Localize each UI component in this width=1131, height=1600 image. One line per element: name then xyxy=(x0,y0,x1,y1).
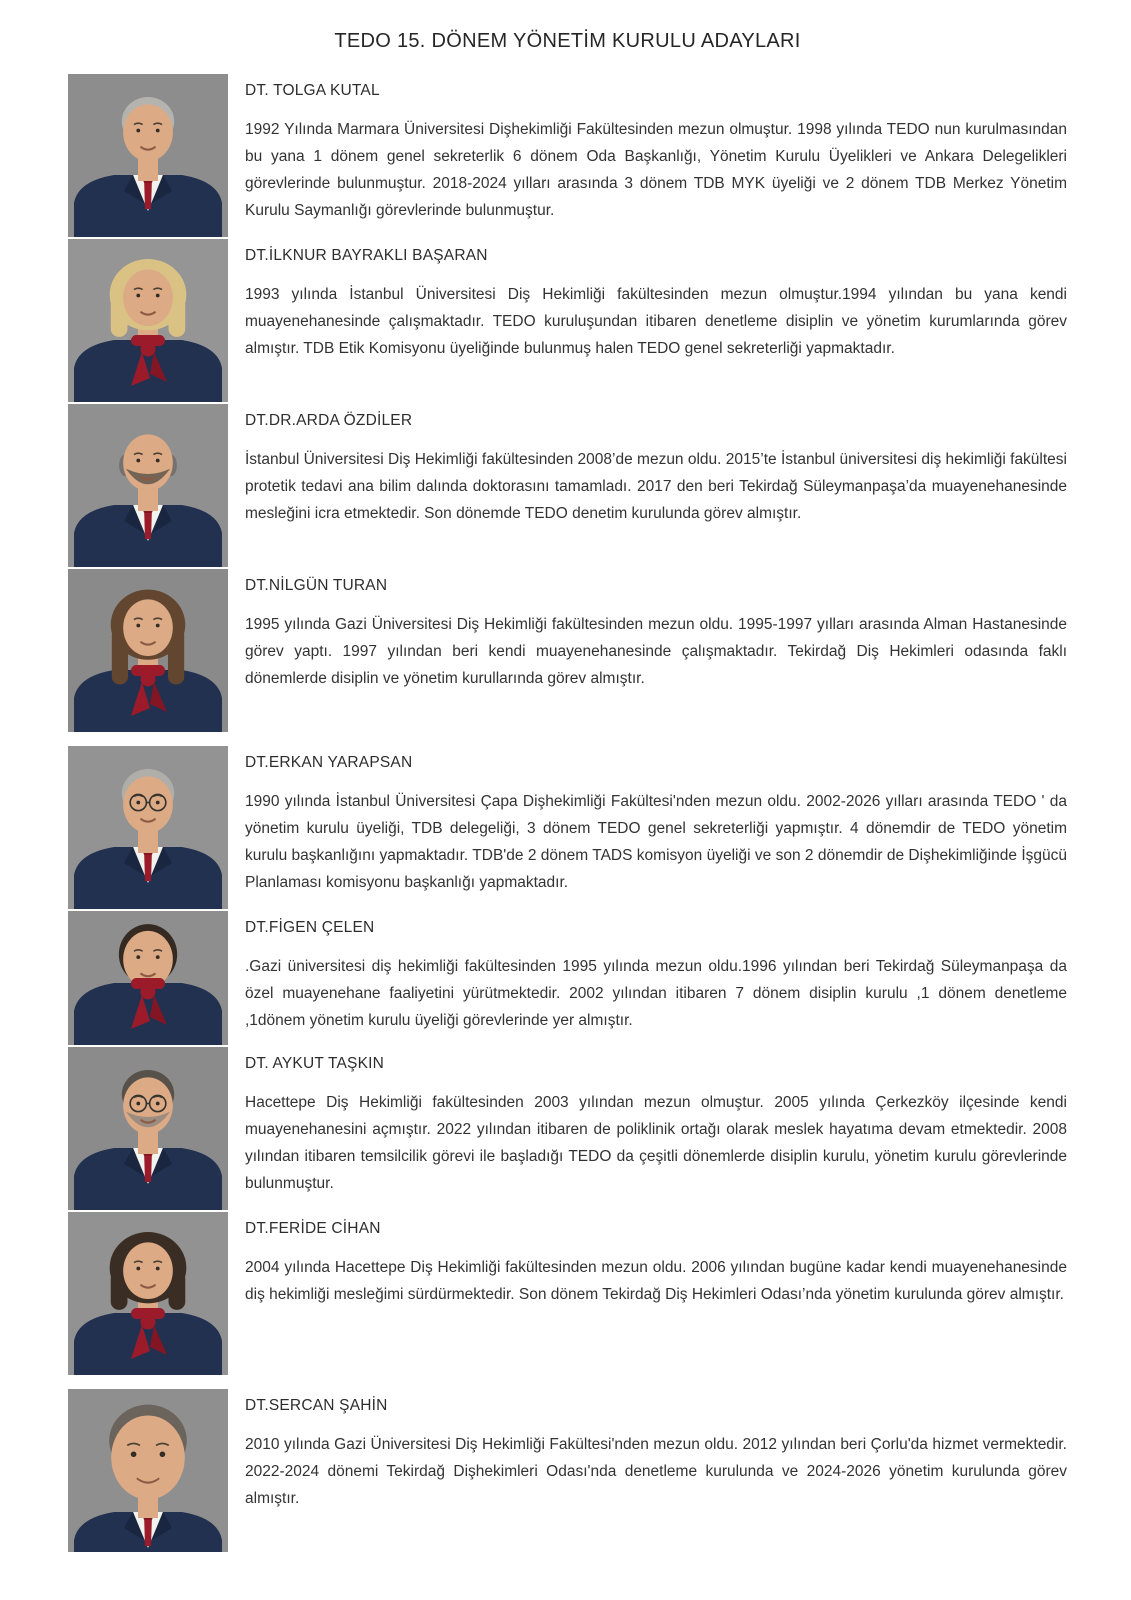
candidate-name: DT.İLKNUR BAYRAKLI BAŞARAN xyxy=(245,247,488,264)
candidate-name: DT.FİGEN ÇELEN xyxy=(245,919,375,936)
candidate-name: DT. TOLGA KUTAL xyxy=(245,82,380,99)
candidate-text xyxy=(245,239,1067,362)
candidate-entry xyxy=(68,1047,1067,1210)
portrait-photo xyxy=(68,74,228,237)
candidate-entry xyxy=(68,404,1067,567)
candidate-entry xyxy=(68,74,1067,237)
portrait-photo xyxy=(68,1047,228,1210)
candidate-entry xyxy=(68,911,1067,1045)
candidate-entry xyxy=(68,746,1067,909)
candidate-name: DT.DR.ARDA ÖZDİLER xyxy=(245,412,413,429)
candidate-entry xyxy=(68,569,1067,732)
candidate-text xyxy=(245,74,1067,224)
candidate-bio: 1992 Yılında Marmara Üniversitesi Dişhekimliği Fakültesinden mezun olmuştur. 1998 yılında TEDO nun kurulmasından bu yana 1 dönem genel sekreterlik 6 dönem Oda Başkanlığı, Yönetim Kurulu Üyelikleri ve Ankara Delegelikleri görevlerinde bulunmuştur. 2018-2024 yılları arasında 3 dönem TDB MYK üyeliği ve 2 dönem TDB Merkez Yönetim Kurulu Saymanlığı görevlerinde bulunmuştur. xyxy=(245,121,1067,219)
candidate-text xyxy=(245,1389,1067,1512)
candidate-bio: 2004 yılında Hacettepe Diş Hekimliği fakültesinden mezun oldu. 2006 yılından bugüne kadar kendi muayenehanesinde diş hekimliği mesleğimi sürdürmektedir. Son dönem Tekirdağ Diş Hekimleri Odası’nda yönetim kurulunda görev almıştır. xyxy=(245,1259,1067,1303)
candidate-list xyxy=(68,74,1067,1552)
portrait-photo xyxy=(68,746,228,909)
candidate-bio: 1990 yılında İstanbul Üniversitesi Çapa Dişhekimliği Fakültesi'nden mezun oldu. 2002-2026 yılları arasında TEDO ' da yönetim kurulu üyeliği, TDB delegeliği, 3 dönem TEDO genel sekreterliği yapmıştır. 4 dönemdir de TEDO yönetim kurulu başkanlığını yapmaktadır. TDB'de 2 dönem TADS komisyon üyeliği ve son 2 dönemdir de Dişhekimliğinde İşgücü Planlaması komisyonu başkanlığı yapmaktadır. xyxy=(245,793,1067,891)
candidate-text xyxy=(245,1212,1067,1308)
candidate-bio: 1993 yılında İstanbul Üniversitesi Diş Hekimliği fakültesinden mezun olmuştur.1994 yılından bu yana kendi muayenehanesinde çalışmaktadır. TEDO kuruluşundan itibaren denetleme disiplin ve yönetim kurumlarında görev almıştır. TDB Etik Komisyonu üyeliğinde bulunmuş halen TEDO genel sekreterliği yapmaktadır. xyxy=(245,286,1067,357)
candidate-bio: İstanbul Üniversitesi Diş Hekimliği fakültesinden 2008’de mezun oldu. 2015’te İstanbul üniversitesi diş hekimliği fakültesi protetik tedavi ana bilim dalında doktorasını tamamladı. 2017 den beri Tekirdağ Süleymanpaşa’da muayenehanesinde mesleğini icra etmektedir. Son dönemde TEDO denetim kurulunda görev almıştır. xyxy=(245,451,1067,522)
portrait-photo xyxy=(68,1212,228,1375)
candidate-text xyxy=(245,404,1067,527)
candidate-name: DT.NİLGÜN TURAN xyxy=(245,577,388,594)
candidate-text xyxy=(245,569,1067,692)
candidate-name: DT.SERCAN ŞAHİN xyxy=(245,1397,388,1414)
candidate-name: DT.FERİDE CİHAN xyxy=(245,1220,381,1237)
portrait-photo xyxy=(68,239,228,402)
portrait-photo xyxy=(68,404,228,567)
candidate-name: DT.ERKAN YARAPSAN xyxy=(245,754,413,771)
candidate-bio: 1995 yılında Gazi Üniversitesi Diş Hekimliği fakültesinden mezun oldu. 1995-1997 yılları arasında Alman Hastanesinde görev yaptı. 1997 yılından beri kendi muayenehanesinde çalışmaktadır. Tekirdağ Diş Hekimleri odasında faklı dönemlerde disiplin ve yönetim kurullarında görev almıştır. xyxy=(245,616,1067,687)
candidate-bio: Hacettepe Diş Hekimliği fakültesinden 2003 yılından mezun olmuştur. 2005 yılında Çerkezköy ilçesinde kendi muayenehanesini açmıştır. 2022 yılından itibaren de poliklinik ortağı olarak meslek hayatıma devam etmektedir. 2008 yılından itibaren temsilcilik görevi ile başladığı TEDO da çeşitli dönemlerde disiplin kurulu, yönetim kurulu görevlerinde bulunmuştur. xyxy=(245,1094,1067,1192)
candidate-text xyxy=(245,911,1067,1034)
candidate-bio: .Gazi üniversitesi diş hekimliği fakültesinden 1995 yılında mezun oldu.1996 yılından beri Tekirdağ Süleymanpaşa da özel muayenehane faaliyetini yürütmektedir. 2002 yılından itibaren 7 dönem disiplin kurulu ,1 dönem denetleme ,1dönem yönetim kurulu üyeliği görevlerinde yer almıştır. xyxy=(245,958,1067,1029)
candidate-entry xyxy=(68,239,1067,402)
candidate-entry xyxy=(68,1212,1067,1375)
page-title: TEDO 15. DÖNEM YÖNETİM KURULU ADAYLARI xyxy=(334,30,801,52)
candidate-text xyxy=(245,1047,1067,1197)
candidate-bio: 2010 yılında Gazi Üniversitesi Diş Hekimliği Fakültesi'nden mezun oldu. 2012 yılından beri Çorlu'da hizmet vermektedir. 2022-2024 dönemi Tekirdağ Dişhekimleri Odası'nda denetleme kurulunda ve 2024-2026 yönetim kurulunda görev almıştır. xyxy=(245,1436,1067,1507)
portrait-photo xyxy=(68,1389,228,1552)
candidate-entry xyxy=(68,1389,1067,1552)
portrait-photo xyxy=(68,911,228,1045)
candidate-text xyxy=(245,746,1067,896)
portrait-photo xyxy=(68,569,228,732)
candidate-name: DT. AYKUT TAŞKIN xyxy=(245,1055,385,1072)
